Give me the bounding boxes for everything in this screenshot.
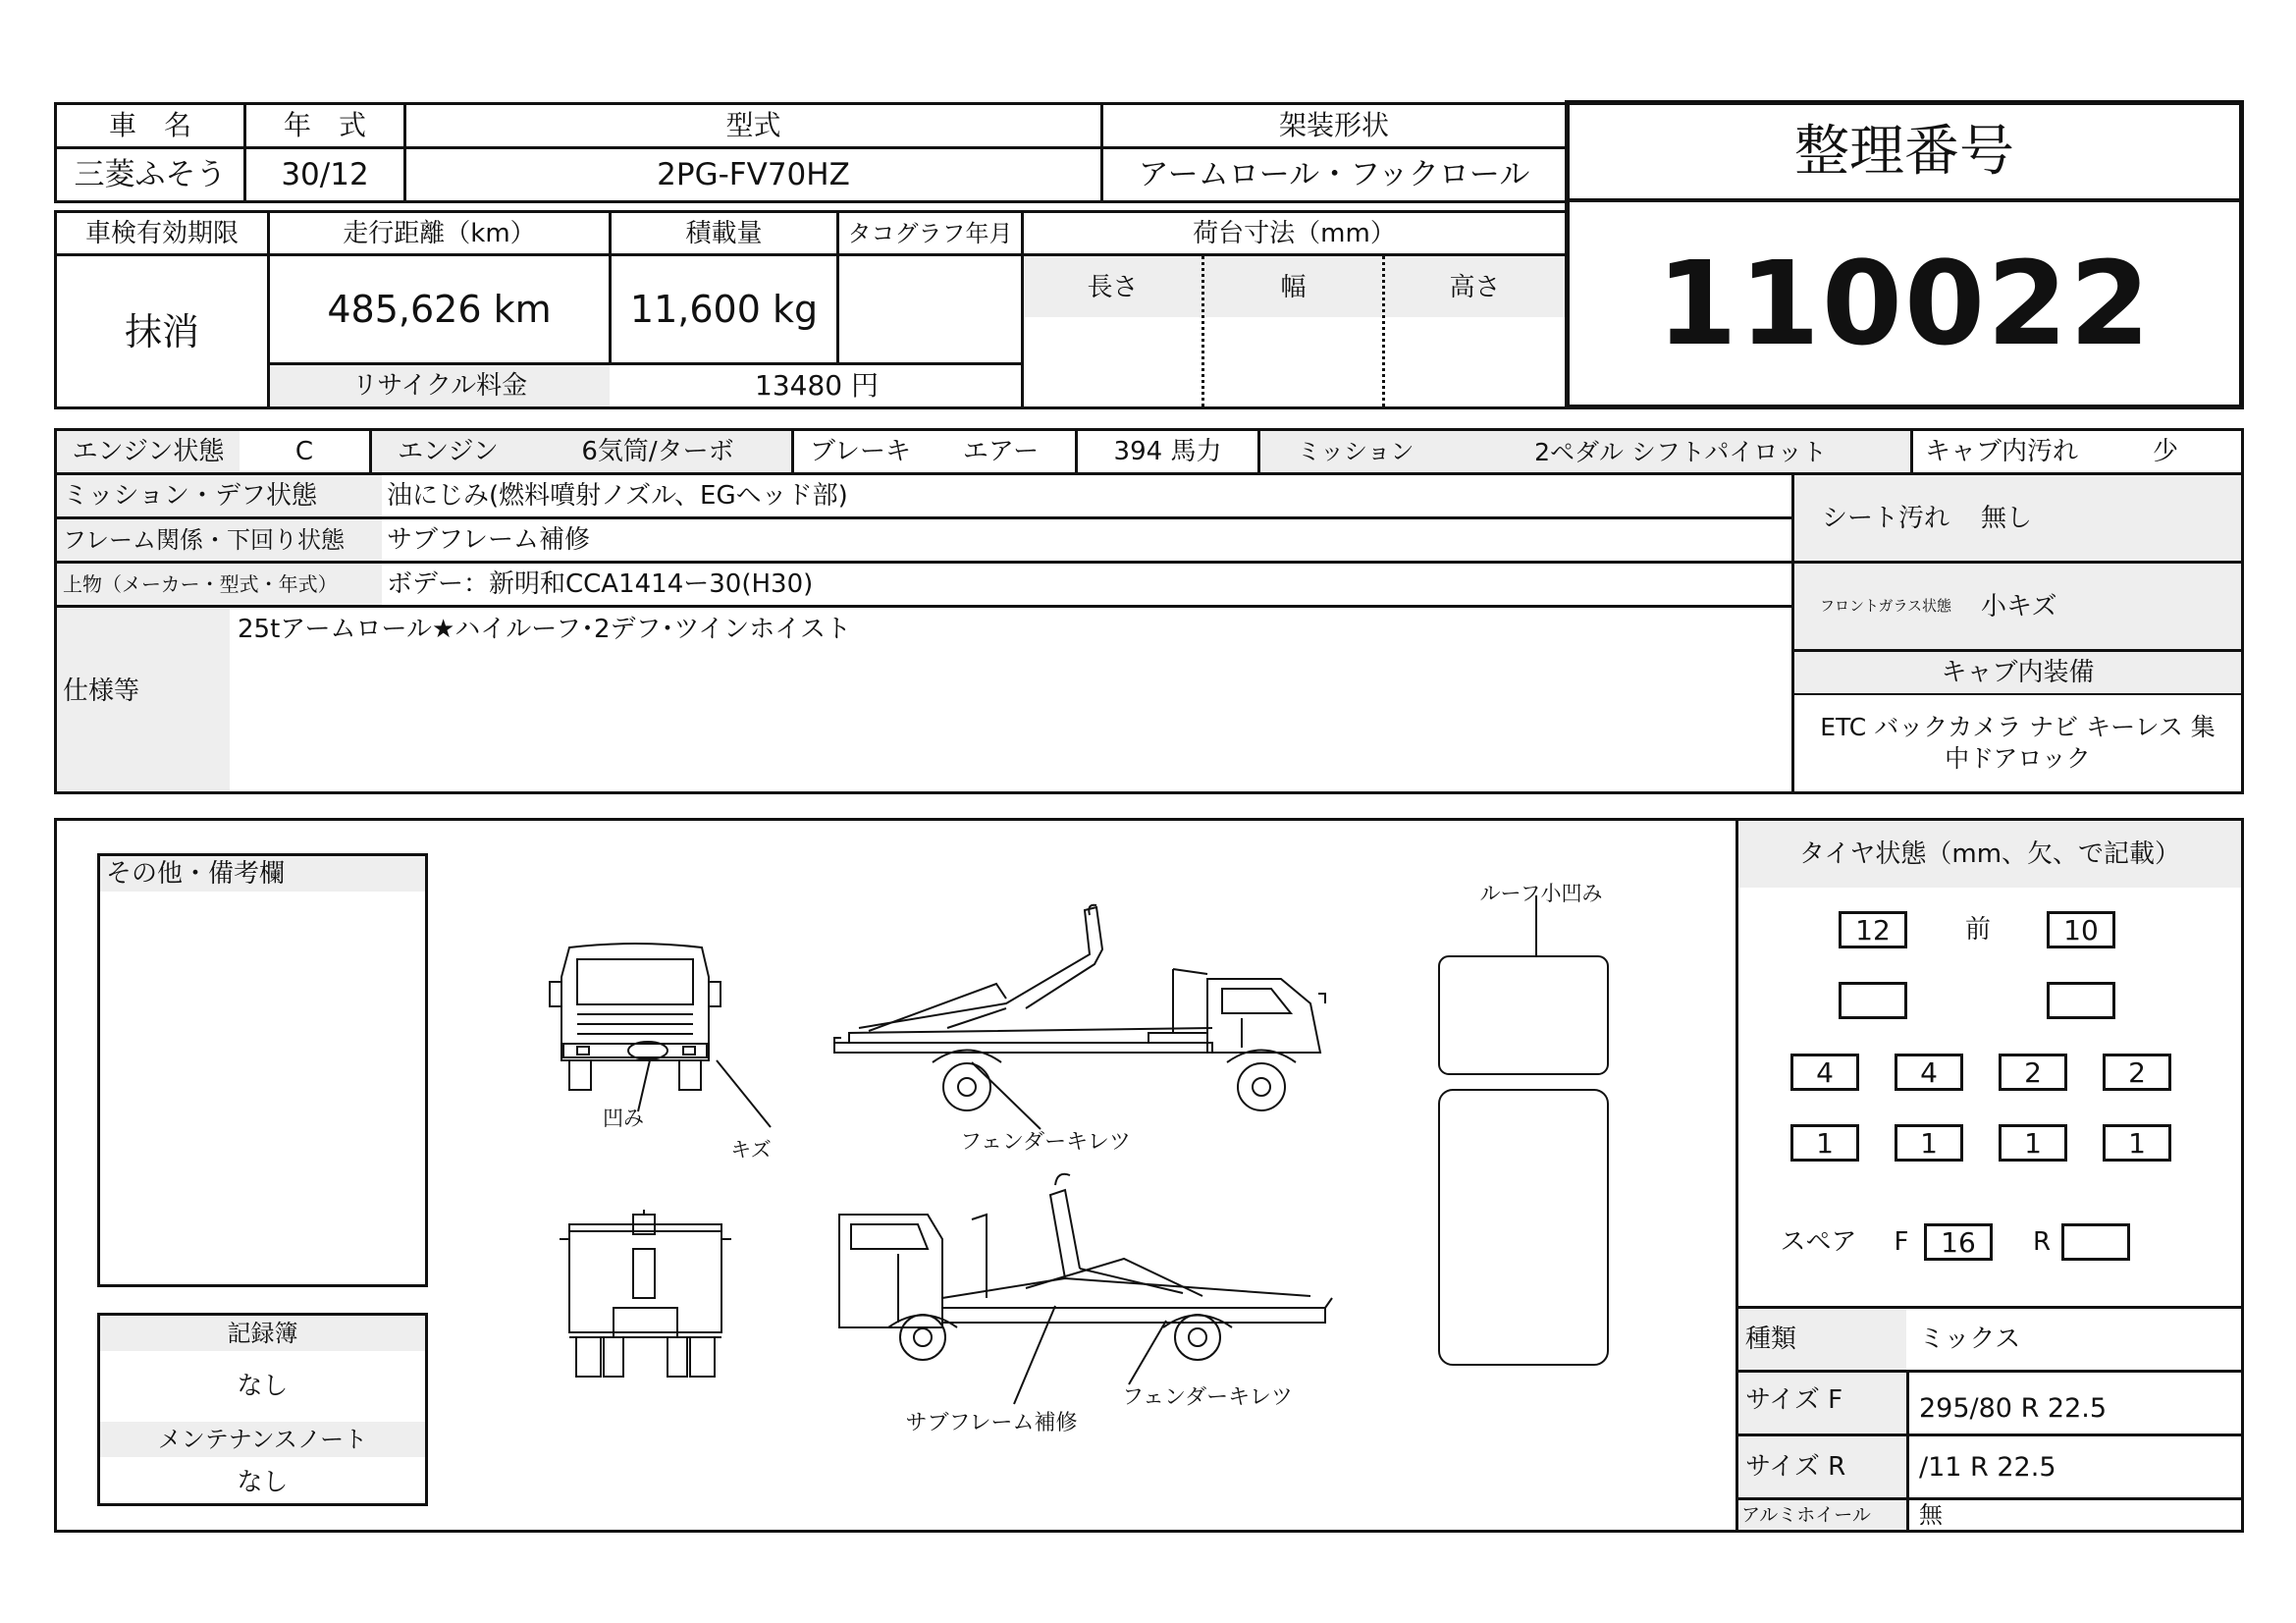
spec-notes-value: 25tアームロール★ハイルーフ･2デフ･ツインホイスト bbox=[238, 615, 851, 644]
tire-size-front-value: 295/80 R 22.5 bbox=[1919, 1392, 2108, 1424]
upper-body-value: ボデー：新明和CCA1414ー30(H30) bbox=[387, 569, 814, 599]
cab-equipment-label: キャブ内装備 bbox=[1941, 658, 2095, 687]
header-inspection-expiry: 車検有効期限 bbox=[84, 218, 239, 248]
spare-front-label: F bbox=[1894, 1227, 1909, 1257]
frame-label: フレーム関係・下回り状態 bbox=[63, 526, 346, 554]
transmission-value: 2ペダル シフトパイロット bbox=[1534, 437, 1827, 466]
reference-number: 110022 bbox=[1656, 236, 2153, 371]
remarks-label: その他・備考欄 bbox=[106, 859, 286, 889]
cab-equipment-line2: 中ドアロック bbox=[1945, 743, 2091, 773]
vehicle-year: 30/12 bbox=[281, 156, 369, 192]
transmission-label: ミッション bbox=[1297, 438, 1415, 465]
record-book-label: 記録簿 bbox=[227, 1320, 298, 1347]
header-load: 積載量 bbox=[685, 218, 763, 248]
scratch-label: キズ bbox=[730, 1137, 772, 1162]
tire-rear2-3: 1 bbox=[1999, 1124, 2067, 1162]
header-year: 年 式 bbox=[283, 109, 366, 141]
load-value: 11,600 kg bbox=[629, 288, 819, 331]
spare-label: スペア bbox=[1780, 1227, 1857, 1257]
tire-rear1-2: 4 bbox=[1895, 1054, 1963, 1091]
tire-front-left: 12 bbox=[1839, 911, 1907, 948]
dim-width-label: 幅 bbox=[1280, 273, 1307, 302]
dim-length-label: 長さ bbox=[1087, 273, 1139, 302]
engine-value: 6気筒/ターボ bbox=[581, 437, 734, 466]
cab-dirt-label: キャブ内汚れ bbox=[1924, 437, 2078, 466]
maintenance-note-value: なし bbox=[237, 1468, 289, 1497]
windshield-label: フロントガラス状態 bbox=[1819, 597, 1952, 615]
cab-equipment-line1: ETC バックカメラ ナビ キーレス 集 bbox=[1820, 712, 2216, 741]
tire-front-right: 10 bbox=[2047, 911, 2115, 948]
seat-dirt-label: シート汚れ bbox=[1821, 503, 1949, 533]
recycle-fee-label: リサイクル料金 bbox=[351, 371, 528, 401]
vehicle-name: 三菱ふそう bbox=[74, 156, 227, 192]
spare-rear-value bbox=[2061, 1223, 2130, 1261]
cab-dirt-value: 少 bbox=[2152, 437, 2178, 466]
tire-rear1-1: 4 bbox=[1790, 1054, 1859, 1091]
horsepower: 394 馬力 bbox=[1113, 437, 1222, 466]
spare-rear-label: R bbox=[2032, 1227, 2052, 1257]
roof-dent-label: ルーフ小凹み bbox=[1479, 881, 1603, 905]
tire-front-left-2 bbox=[1839, 982, 1907, 1019]
record-book-value: なし bbox=[237, 1372, 289, 1401]
spec-notes-label: 仕様等 bbox=[63, 676, 140, 706]
recycle-fee-value: 13480 円 bbox=[755, 369, 879, 402]
tire-rear2-4: 1 bbox=[2103, 1124, 2171, 1162]
vehicle-body-type: アームロール・フックロール bbox=[1138, 156, 1530, 192]
tire-type-value: ミックス bbox=[1919, 1325, 2021, 1354]
tire-rear1-4: 2 bbox=[2103, 1054, 2171, 1091]
header-vehicle-name: 車 名 bbox=[108, 109, 191, 141]
tire-type-label: 種類 bbox=[1745, 1325, 1797, 1354]
header-body-type: 架装形状 bbox=[1278, 109, 1389, 141]
upper-body-label: 上物（メーカー・型式・年式） bbox=[63, 572, 338, 596]
inspection-expiry: 抹消 bbox=[124, 309, 199, 353]
header-mileage: 走行距離（km） bbox=[343, 218, 536, 248]
mission-def-label: ミッション・デフ状態 bbox=[63, 481, 317, 511]
tire-rear2-2: 1 bbox=[1895, 1124, 1963, 1162]
engine-state-value: C bbox=[294, 437, 314, 466]
brake-value: エアー bbox=[962, 437, 1040, 466]
dim-height-label: 高さ bbox=[1449, 273, 1501, 302]
engine-state-label: エンジン状態 bbox=[72, 437, 225, 466]
tire-size-front-label: サイズ F bbox=[1745, 1385, 1843, 1415]
subframe-repair-label: サブフレーム補修 bbox=[905, 1411, 1078, 1435]
maintenance-note-label: メンテナンスノート bbox=[157, 1426, 368, 1453]
header-bed-dims: 荷台寸法（mm） bbox=[1193, 218, 1396, 248]
reference-title: 整理番号 bbox=[1794, 119, 2014, 184]
spare-front-value: 16 bbox=[1924, 1223, 1993, 1261]
aluminum-wheel-label: アルミホイール bbox=[1741, 1503, 1871, 1526]
mission-def-value: 油にじみ(燃料噴射ノズル、EGヘッド部) bbox=[387, 481, 848, 511]
aluminum-wheel-value: 無 bbox=[1919, 1501, 1943, 1529]
frame-value: サブフレーム補修 bbox=[387, 525, 590, 555]
tire-condition-title: タイヤ状態（mm、欠、で記載） bbox=[1798, 839, 2181, 869]
mileage-value: 485,626 km bbox=[327, 288, 552, 331]
tire-rear2-1: 1 bbox=[1790, 1124, 1859, 1162]
seat-dirt-value: 無し bbox=[1981, 503, 2033, 533]
fender-crack-label-2: フェンダーキレツ bbox=[1122, 1385, 1293, 1410]
dent-label: 凹み bbox=[603, 1106, 644, 1130]
tire-size-rear-label: サイズ R bbox=[1745, 1452, 1846, 1482]
header-model: 型式 bbox=[725, 109, 781, 141]
tire-front-right-2 bbox=[2047, 982, 2115, 1019]
windshield-value: 小キズ bbox=[1981, 591, 2057, 622]
tire-rear1-3: 2 bbox=[1999, 1054, 2067, 1091]
vehicle-model: 2PG-FV70HZ bbox=[657, 156, 850, 192]
header-tachograph: タコグラフ年月 bbox=[847, 219, 1013, 247]
engine-label: エンジン bbox=[398, 437, 499, 466]
tire-front-label: 前 bbox=[1964, 915, 1991, 945]
tire-size-rear-value: /11 R 22.5 bbox=[1919, 1451, 2056, 1483]
fender-crack-label-1: フェンダーキレツ bbox=[960, 1130, 1131, 1155]
brake-label: ブレーキ bbox=[810, 437, 911, 466]
